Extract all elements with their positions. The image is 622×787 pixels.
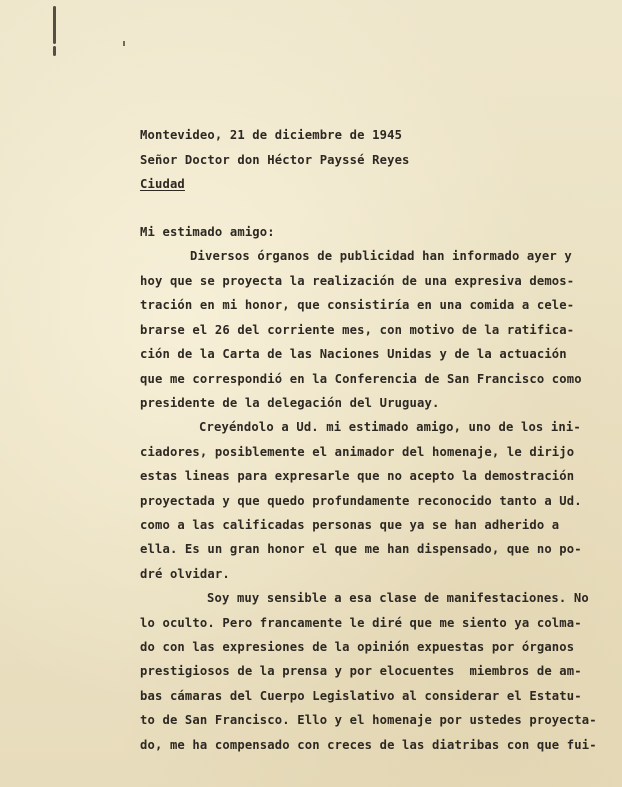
paragraph-3-line-7: do, me ha compensado con creces de las diatribas con que fui- xyxy=(140,738,597,752)
paragraph-3-line-5: bas cámaras del Cuerpo Legislativo al considerar el Estatu- xyxy=(140,689,582,703)
paragraph-3-line-1: Soy muy sensible a esa clase de manifestaciones. No xyxy=(207,591,589,605)
paragraph-1-line-7: presidente de la delegación del Uruguay. xyxy=(140,396,440,410)
paragraph-2-line-6: ella. Es un gran honor el que me han dispensado, que no po- xyxy=(140,542,582,556)
paragraph-2-line-5: como a las calificadas personas que ya se han adherido a xyxy=(140,518,560,532)
addressee-line: Señor Doctor don Héctor Payssé Reyes xyxy=(140,153,410,167)
paragraph-2-line-7: dré olvidar. xyxy=(140,567,230,581)
paragraph-1-line-6: que me correspondió en la Conferencia de San Francisco como xyxy=(140,372,582,386)
salutation: Mi estimado amigo: xyxy=(140,225,275,239)
staple-mark xyxy=(53,6,56,44)
date-line: Montevideo, 21 de diciembre de 1945 xyxy=(140,128,403,142)
paragraph-2-line-1: Creyéndolo a Ud. mi estimado amigo, uno de los ini- xyxy=(199,420,581,434)
paragraph-3-line-3: do con las expresiones de la opinión expuestas por órganos xyxy=(140,640,575,654)
paragraph-2-line-4: proyectada y que quedo profundamente reconocido tanto a Ud. xyxy=(140,494,582,508)
paragraph-1-line-1: Diversos órganos de publicidad han informado ayer y xyxy=(190,249,572,263)
paragraph-1-line-4: brarse el 26 del corriente mes, con motivo de la ratifica- xyxy=(140,323,575,337)
paragraph-1-line-5: ción de la Carta de las Naciones Unidas y de la actuación xyxy=(140,347,567,361)
city-line: Ciudad xyxy=(140,177,185,191)
paragraph-1-line-3: tración en mi honor, que consistiría en una comida a cele- xyxy=(140,298,575,312)
paragraph-3-line-6: to de San Francisco. Ello y el homenaje por ustedes proyecta- xyxy=(140,713,597,727)
paragraph-1-line-2: hoy que se proyecta la realización de una expresiva demos- xyxy=(140,274,575,288)
paragraph-2-line-3: estas lineas para expresarle que no acepto la demostración xyxy=(140,469,575,483)
paragraph-3-line-2: lo oculto. Pero francamente le diré que me siento ya colma- xyxy=(140,616,582,630)
ink-mark xyxy=(123,41,125,46)
paragraph-2-line-2: ciadores, posiblemente el animador del homenaje, le dirijo xyxy=(140,445,575,459)
paragraph-3-line-4: prestigiosos de la prensa y por elocuentes miembros de am- xyxy=(140,664,582,678)
